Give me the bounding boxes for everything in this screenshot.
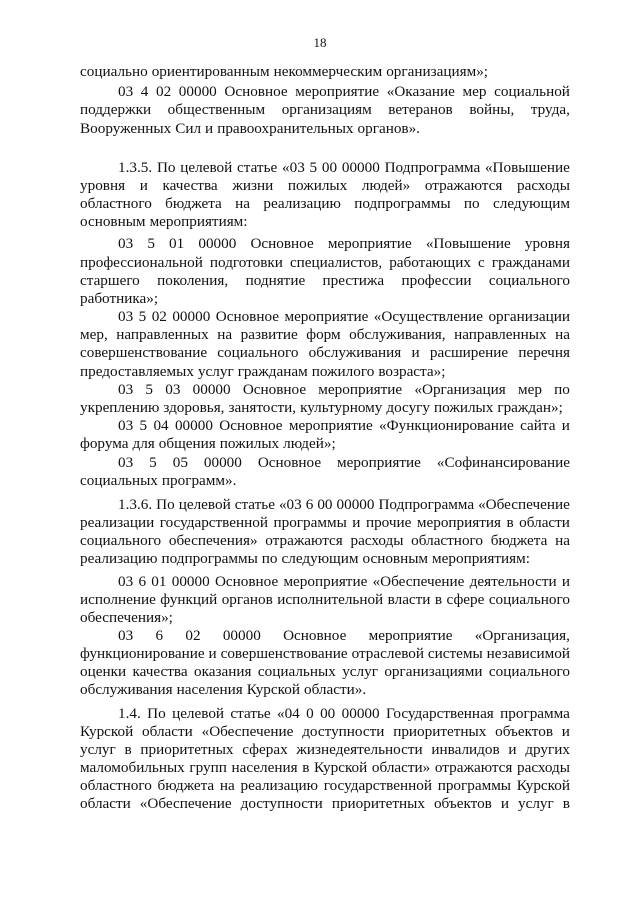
text-line: социального обеспечения» отражаются расходы областного бюджета на (80, 532, 570, 549)
text-line: обеспечения»; (80, 609, 173, 626)
text-line: областного бюджета на реализацию государственной программы Курской (80, 777, 570, 794)
text-line: основным мероприятиям: (80, 213, 248, 230)
text-line: Курской области «Обеспечение доступности приоритетных объектов и (80, 723, 570, 740)
text-line: области «Обеспечение доступности приоритетных объектов и услуг в (80, 795, 570, 812)
text-line: мер, направленных на развитие форм обслуживания, направленных на (80, 326, 570, 343)
text-line: совершенствование социального обслуживания и расширение перечня (80, 344, 570, 361)
text-line: реализацию подпрограммы по следующим основным мероприятиям: (80, 550, 531, 567)
text-line: 1.4. По целевой статье «04 0 00 00000 Государственная программа (118, 705, 570, 722)
text-line: областного бюджета на реализацию подпрограммы по следующим (80, 195, 570, 212)
text-line: работника»; (80, 290, 159, 307)
text-line: 03 5 04 00000 Основное мероприятие «Функционирование сайта и (118, 417, 570, 434)
text-line: 03 6 02 00000 Основное мероприятие «Организация, (118, 627, 570, 644)
text-line: функционирование и совершенствование отраслевой системы независимой (80, 645, 570, 662)
text-line: маломобильных групп населения в Курской области» отражаются расходы (80, 759, 570, 776)
text-line: старшего поколения, поднятие престижа профессии социального (80, 272, 570, 289)
text-line: 03 5 01 00000 Основное мероприятие «Повышение уровня (118, 235, 570, 252)
text-line: социальных программ». (80, 472, 237, 489)
text-line: социально ориентированным некоммерческим организациям»; (80, 63, 489, 80)
page-number: 18 (313, 35, 327, 50)
text-line: форума для общения пожилых людей»; (80, 435, 336, 452)
text-line: обслуживания населения Курской области». (80, 681, 367, 698)
text-line: реализации государственной программы и прочие мероприятия в области (80, 514, 570, 531)
text-line: услуг в приоритетных сферах жизнедеятельности инвалидов и других (80, 741, 570, 758)
text-line: предоставляемых услуг гражданам пожилого возраста»; (80, 363, 446, 380)
text-line: уровня и качества жизни пожилых людей» отражаются расходы (80, 177, 570, 194)
text-line: 1.3.6. По целевой статье «03 6 00 00000 Подпрограмма «Обеспечение (118, 496, 570, 513)
text-line: профессиональной подготовки специалистов, работающих с гражданами (80, 254, 570, 271)
text-line: 03 5 03 00000 Основное мероприятие «Организация мер по (118, 381, 570, 398)
text-line: Вооруженных Сил и правоохранительных органов». (80, 120, 420, 137)
text-line: 03 4 02 00000 Основное мероприятие «Оказание мер социальной (118, 83, 570, 100)
text-line: укреплению здоровья, занятости, культурному досугу пожилых граждан»; (80, 399, 563, 416)
text-line: 03 5 05 00000 Основное мероприятие «Софинансирование (118, 454, 570, 471)
text-line: 03 5 02 00000 Основное мероприятие «Осуществление организации (118, 308, 570, 325)
text-line: исполнение функций органов исполнительной власти в сфере социального (80, 591, 570, 608)
text-line: 1.3.5. По целевой статье «03 5 00 00000 Подпрограмма «Повышение (118, 159, 570, 176)
text-line: оценки качества оказания социальных услуг организациями социального (80, 663, 570, 680)
text-line: 03 6 01 00000 Основное мероприятие «Обеспечение деятельности и (118, 573, 570, 590)
text-line: поддержки общественным организациям ветеранов войны, труда, (80, 101, 570, 118)
